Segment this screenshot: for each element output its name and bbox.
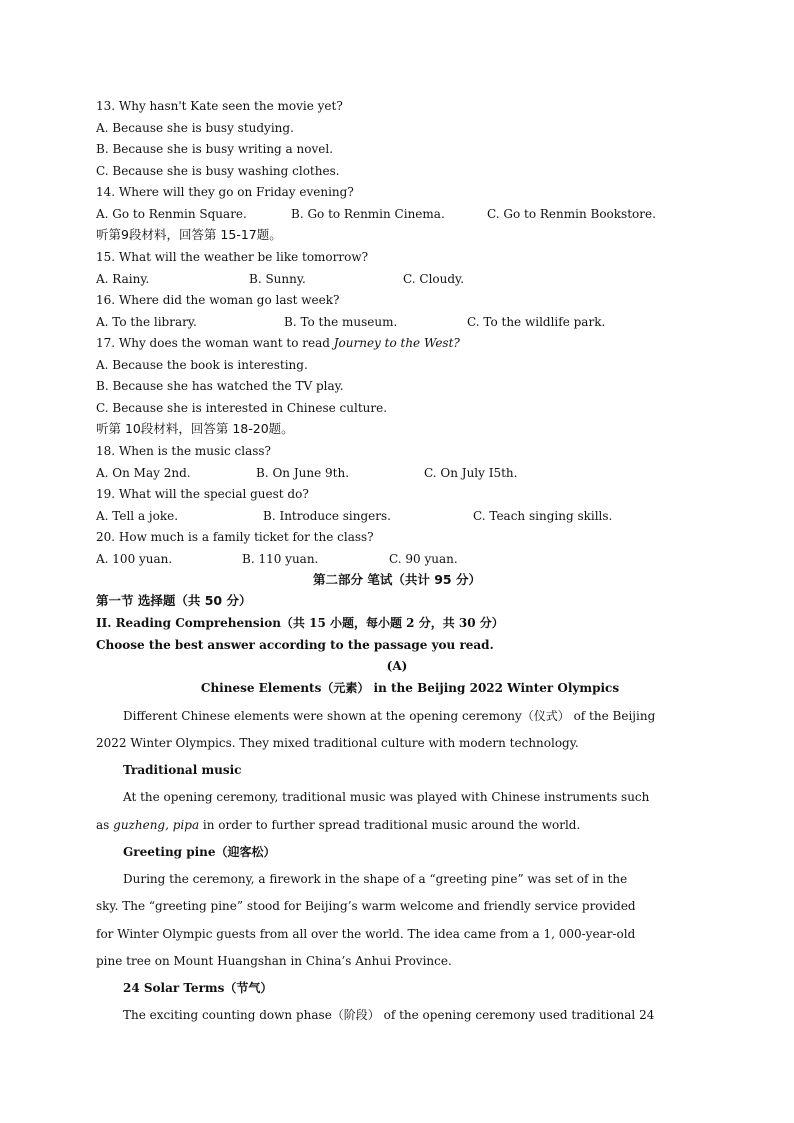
book-title: Journey to the West? [333,336,460,350]
question-18-stem: 18. When is the music class? [96,444,271,458]
paragraph-3-line-4: pine tree on Mount Huangshan in China’s Anhui Province. [96,954,452,968]
section-9-instruction: 听第9段材料，回答第 15-17题。 [96,227,282,242]
question-16-option-b: B. To the museum. [284,315,398,329]
question-17-option-b: B. Because she has watched the TV play. [96,379,344,393]
question-17-stem-text: 17. Why does the woman want to read [96,336,334,350]
section-10-instruction: 听第 10段材料，回答第 18-20题。 [96,421,294,436]
question-16-option-a: A. To the library. [96,315,197,329]
question-20-option-b: B. 110 yuan. [242,552,319,566]
question-14-stem: 14. Where will they go on Friday evening? [96,185,354,199]
question-17-stem [96,336,460,350]
paragraph-1-line-1: Different Chinese elements were shown at the opening ceremony（仪式） of the Beijing [123,709,656,723]
question-14-option-a: A. Go to Renmin Square. [96,207,247,221]
question-14-option-c: C. Go to Renmin Bookstore. [487,207,656,221]
question-18-option-a: A. On May 2nd. [96,466,191,480]
question-15-option-a: A. Rainy. [96,272,150,286]
paragraph-2-line-2-prefix: as [96,818,114,832]
paragraph-2-line-1: At the opening ceremony, traditional music was played with Chinese instruments such [123,790,650,804]
heading-solar-terms: 24 Solar Terms（节气） [123,981,273,995]
question-20-option-c: C. 90 yuan. [389,552,458,566]
heading-traditional-music: Traditional music [123,763,242,777]
paragraph-2-line-2 [96,818,580,832]
heading-greeting-pine-text: Greeting pine（迎客松） [123,845,276,859]
question-15-option-b: B. Sunny. [249,272,306,286]
passage-title: Chinese Elements（元素） in the Beijing 2022 Winter Olympics [200,681,620,695]
question-19-stem: 19. What will the special guest do? [96,487,309,501]
question-13-stem: 13. Why hasn't Kate seen the movie yet? [96,99,343,113]
question-18-option-c: C. On July I5th. [424,466,518,480]
question-16-option-c: C. To the wildlife park. [467,315,606,329]
question-20-option-a: A. 100 yuan. [96,552,173,566]
question-17-option-a: A. Because the book is interesting. [96,358,308,372]
part-2-title: 第二部分 笔试（共计 95 分） [313,572,481,587]
question-13-option-c: C. Because she is busy washing clothes. [96,164,340,178]
question-14-option-b: B. Go to Renmin Cinema. [291,207,445,221]
paragraph-3-line-3: for Winter Olympic guests from all over the world. The idea came from a 1, 000-year-old [96,927,636,941]
question-15-option-c: C. Cloudy. [403,272,465,286]
paragraph-2-line-2-suffix: in order to further spread traditional music around the world. [199,818,581,832]
paragraph-1-line-2: 2022 Winter Olympics. They mixed traditional culture with modern technology. [96,736,579,750]
question-19-option-b: B. Introduce singers. [263,509,391,523]
heading-greeting-pine [123,845,276,859]
reading-comprehension-title: II. Reading Comprehension（共 15 小题，每小题 2 分，共 30 分） [96,616,504,630]
section-1-title: 第一节 选择题（共 50 分） [96,593,252,608]
question-19-option-c: C. Teach singing skills. [473,509,613,523]
question-17-option-c: C. Because she is interested in Chinese culture. [96,401,388,415]
question-20-stem: 20. How much is a family ticket for the class? [96,530,374,544]
reading-instruction: Choose the best answer according to the passage you read. [96,638,494,652]
paragraph-4-line-1: The exciting counting down phase（阶段） of the opening ceremony used traditional 24 [123,1008,655,1022]
question-15-stem: 15. What will the weather be like tomorrow? [96,250,369,264]
paragraph-3-line-1: During the ceremony, a firework in the shape of a “greeting pine” was set of in the [123,872,628,886]
question-13-option-b: B. Because she is busy writing a novel. [96,142,334,156]
question-18-option-b: B. On June 9th. [256,466,350,480]
question-19-option-a: A. Tell a joke. [96,509,179,523]
question-16-stem: 16. Where did the woman go last week? [96,293,340,307]
question-13-option-a: A. Because she is busy studying. [96,121,294,135]
passage-label: (A) [386,659,408,673]
paragraph-3-line-2: sky. The “greeting pine” stood for Beijing’s warm welcome and friendly service provided [96,899,636,913]
instrument-names: guzheng, pipa [113,818,200,832]
